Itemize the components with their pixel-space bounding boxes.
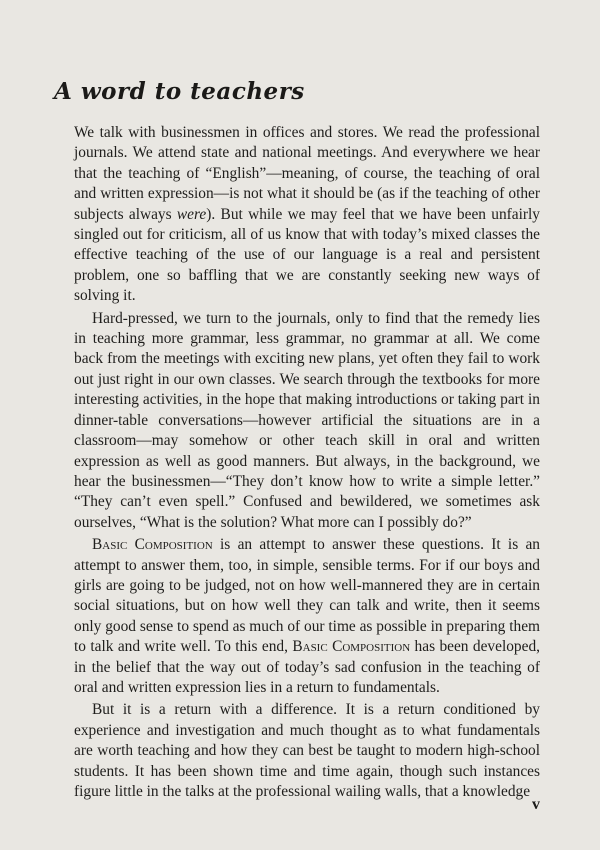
paragraph-3 xyxy=(74,535,540,698)
paragraph-3-text-b: has been developed, in the belief that the way out of today’s sad confusion in the teaching of oral and written expression lies in a return to fundamentals. xyxy=(74,638,540,696)
paragraph-3-text-a: is an attempt to answer these questions. It is an attempt to answer them, too, in simple, sensible terms. For if our boys and girls are going to be judged, not on how well-mannered they are in certain social situations, but on how well they can talk and write, then it seems only good sense to spend as much of our time as possible in preparing them to talk and write well. To this end, xyxy=(74,536,540,656)
chapter-heading: A word to teachers xyxy=(54,78,305,105)
body-text xyxy=(74,123,540,802)
paragraph-1-text-a: We talk with businessmen in offices and stores. We read the professional journals. We attend state and national meetings. And everywhere we hear that the teaching of “English”—meaning, of course, the teaching of oral and written expression—is not what it should be (as if the teaching of other subjects always xyxy=(74,124,540,223)
page-number: v xyxy=(532,796,540,813)
paragraph-4: But it is a return with a difference. It is a return conditioned by experience and investigation and much thought as to what fundamentals are worth teaching and how they can best be taught to modern high-school students. It has been shown time and time again, though such instances figure little in the talks at the professional wailing walls, that a knowledge xyxy=(74,701,540,800)
book-title-reference: Basic Composition xyxy=(292,638,411,656)
book-title-reference: Basic Composition xyxy=(92,536,213,554)
paragraph-2: Hard-pressed, we turn to the journals, only to find that the remedy lies in teaching more grammar, less grammar, no grammar at all. We come back from the meetings with exciting new plans, yet often they fail to work out just right in our own classes. We search through the textbooks for more interesting activities, in the hope that making introductions or taking part in dinner-table conversations—however artificial the situations are in a classroom—may somehow or other teach skill in oral and written expression as well as good manners. But always, in the background, we hear the businessmen—“They don’t know how to write a simple letter.” “They can’t even spell.” Confused and bewildered, we sometimes ask ourselves, “What is the solution? What more can I possibly do?” xyxy=(74,309,540,531)
paragraph-1-emphasis: were xyxy=(176,205,207,223)
paragraph-1-text-b: ). But while we may feel that we have been unfairly singled out for criticism, all of us know that with today’s mixed classes the effective teaching of the use of our language is a real and persistent problem, one so baffling that we are constantly seeking new ways of solving it. xyxy=(74,205,540,305)
paragraph-1 xyxy=(74,123,540,307)
